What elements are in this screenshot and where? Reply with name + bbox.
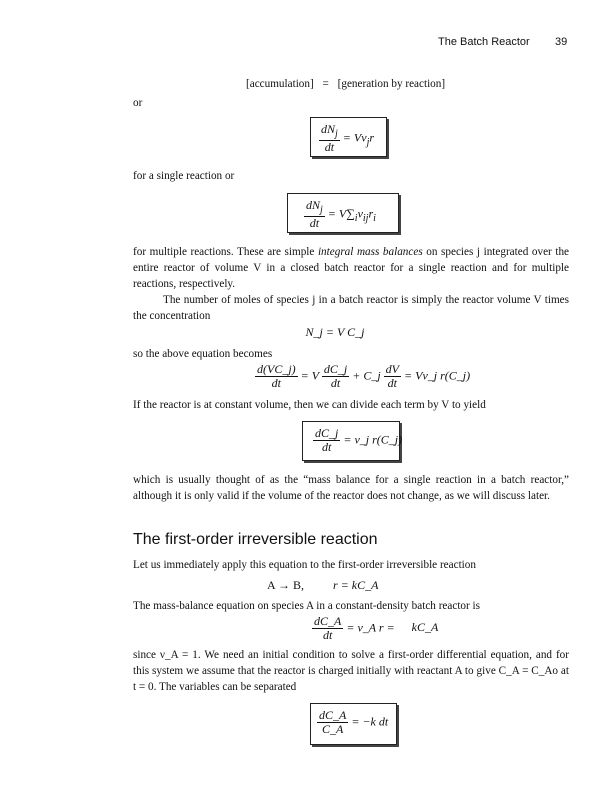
equation-mass-balance-a: [312, 615, 438, 642]
reaction-stoichiometry: A → B,: [267, 578, 305, 592]
denominator: dt: [324, 140, 335, 155]
so-above-equation-text: so the above equation becomes: [133, 348, 273, 360]
generation-term: [generation by reaction]: [337, 78, 446, 90]
para1-start: for multiple reactions. These are simple: [133, 246, 315, 258]
term1-denominator: dt: [330, 376, 341, 390]
section-heading: The first-order irreversible reaction: [133, 531, 378, 548]
paragraph-initial-condition: since ν_A = 1. We need an initial condition to solve a first-order differential equation, and for this system we assume that the reactor is charged initially with reactant A to give C_A = C_Ao at t = 0. The variables can be separated: [133, 649, 569, 693]
lhs-numerator: d(VC_j): [257, 362, 296, 376]
term2-denominator: dt: [387, 376, 398, 390]
reaction-rate-law: r = kC_A: [333, 578, 379, 592]
numerator: dC_A: [314, 614, 342, 628]
rate: r: [368, 206, 374, 221]
equation-nj-vcj: N_j = V C_j: [305, 325, 365, 339]
boxed-equation-multiple: [287, 193, 399, 233]
paragraph-moles-species: The number of moles of species j in a batch reactor is simply the reactor volume V times the concentration: [133, 294, 569, 322]
term2-numerator: dV: [385, 362, 400, 376]
equation-product-rule: [255, 363, 470, 390]
denominator: C_A: [322, 722, 344, 736]
numerator: dC_A: [319, 708, 347, 722]
denominator: dt: [322, 440, 332, 454]
rhs: kC_A: [411, 620, 439, 635]
rhs: = −k dt: [351, 714, 389, 729]
rhs: = ν_j r(C_j): [343, 432, 403, 447]
rhs-tail: r: [369, 130, 375, 145]
or-word: or: [133, 97, 143, 109]
fraction-dNj-dt: [319, 123, 340, 154]
sum-subscript: i: [354, 212, 358, 224]
equals-sign: =: [322, 78, 329, 90]
rhs-subscript: j: [366, 136, 370, 148]
numerator: dC_j: [315, 426, 339, 440]
paragraph-mass-balance-note: which is usually thought of as the “mass balance for a single reaction in a batch reactor,” although it is only valid if the volume of the reactor does not change, as we will discuss later.: [133, 474, 569, 502]
term1-prefix: = V: [300, 368, 319, 383]
para1-emphasis: integral mass balances: [317, 246, 423, 258]
fraction-dNj-dt: [304, 199, 325, 230]
nu-subscript: ij: [362, 212, 369, 224]
nu: ν: [357, 206, 363, 221]
paragraph-apply-equation: Let us immediately apply this equation to the first-order irreversible reaction: [133, 559, 476, 571]
paragraph-mass-balance-species-a: The mass-balance equation on species A in a constant-density batch reactor is: [133, 600, 481, 612]
numerator: dN: [306, 198, 321, 212]
for-single-reaction-text: for a single reaction or: [133, 170, 235, 182]
page-number: 39: [555, 36, 568, 48]
subscript-j: j: [320, 204, 323, 216]
mid-term: = ν_A r =: [346, 620, 395, 635]
accumulation-equation: [246, 76, 445, 92]
term2-prefix: + C_j: [352, 368, 381, 383]
numerator: dN: [321, 122, 336, 136]
running-header-title: The Batch Reactor: [438, 36, 530, 48]
boxed-equation-separated: [310, 703, 397, 745]
rhs-sum: = V∑: [327, 206, 355, 221]
boxed-equation-single: [310, 117, 387, 157]
boxed-equation-constant-volume: [302, 421, 403, 461]
accumulation-term: [accumulation]: [246, 78, 314, 90]
denominator: dt: [323, 628, 333, 642]
para1-end: on species j integrated over the entire reactor of volume V in a closed batch reactor for a single reaction and for multiple reactions, respectively.: [133, 246, 570, 290]
denominator: dt: [309, 216, 320, 231]
constant-volume-text: If the reactor is at constant volume, then we can divide each term by V to yield: [133, 399, 486, 411]
lhs-denominator: dt: [271, 376, 281, 390]
equation-reaction: [267, 578, 378, 593]
paragraph-integral-mass-balances: [133, 244, 569, 292]
rhs: = Vν: [342, 130, 367, 145]
product-rhs: = Vν_j r(C_j): [404, 368, 471, 383]
term1-numerator: dC_j: [323, 362, 348, 376]
rate-subscript: i: [373, 212, 376, 224]
subscript-j: j: [335, 128, 338, 140]
